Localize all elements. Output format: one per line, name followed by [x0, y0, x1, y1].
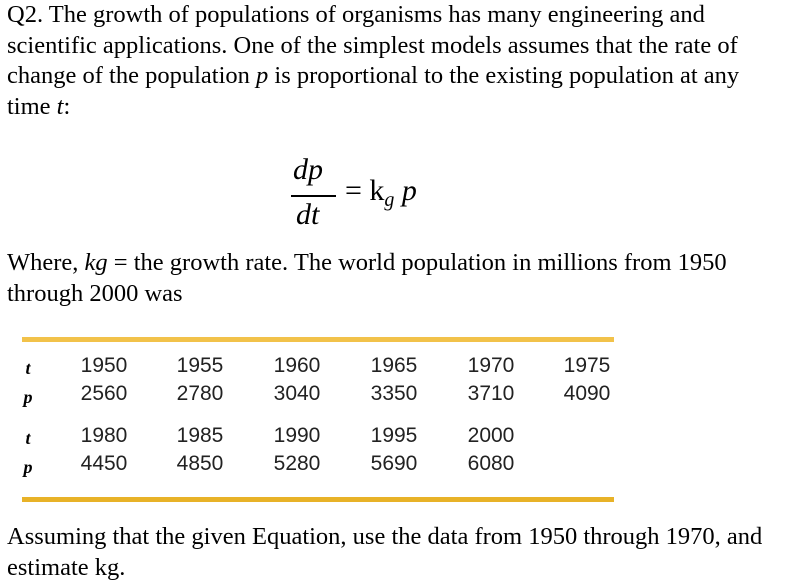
where-text-part-2: = the growth rate. The world population in millions from 1950 through 2000 was — [7, 249, 727, 307]
fraction-bar — [291, 195, 336, 197]
equation-numerator: dp — [293, 153, 323, 186]
population-variable: p — [256, 62, 269, 89]
table-cell-year: 2000 — [467, 424, 515, 447]
table-bottom-rule — [22, 497, 614, 502]
table-cell-year: 1950 — [80, 354, 128, 377]
table-cell-year: 1975 — [563, 354, 611, 377]
table-cell-year: 1965 — [370, 354, 418, 377]
table-cell-year: 1955 — [176, 354, 224, 377]
equation-denominator: dt — [296, 198, 320, 231]
table-cell-population: 6080 — [467, 452, 515, 475]
table-cell-year: 1980 — [80, 424, 128, 447]
row-label-t: t — [25, 428, 31, 448]
equation-right-side — [345, 174, 417, 212]
table-cell-population: 2560 — [80, 382, 128, 405]
row-label-t: t — [25, 358, 31, 378]
growth-equation — [0, 150, 786, 240]
question-intro-text — [7, 0, 782, 122]
intro-text-part-2: is proportional to the existing population at any time — [7, 62, 740, 120]
table-cell-population: 4450 — [80, 452, 128, 475]
table-cell-year: 1960 — [273, 354, 321, 377]
row-label-p: p — [23, 387, 33, 407]
table-cell-population: 4090 — [563, 382, 611, 405]
intro-text-part-1: Q2. The growth of populations of organisms has many engineering and scientific applications. One of the simplest models assumes that the rate of change of the population — [7, 1, 738, 89]
table-cell-year: 1985 — [176, 424, 224, 447]
table-cell-population: 5690 — [370, 452, 418, 475]
intro-text-part-3: : — [63, 92, 71, 120]
table-cell-population: 3040 — [273, 382, 321, 405]
table-cell-year: 1970 — [467, 354, 515, 377]
task-text: Assuming that the given Equation, use the data from 1950 through 1970, and estimate kg. — [7, 523, 763, 581]
table-cell-population: 3710 — [467, 382, 515, 405]
where-text-part-1: Where, — [7, 249, 85, 276]
time-variable: t — [56, 92, 64, 120]
table-cell-year: 1990 — [273, 424, 321, 447]
table-top-rule — [22, 337, 614, 342]
row-label-p: p — [23, 457, 33, 477]
table-cell-population: 4850 — [176, 452, 224, 475]
equation-rhs-variable: p — [401, 174, 417, 207]
table-cell-population: 2780 — [176, 382, 224, 405]
growth-rate-variable: kg — [84, 249, 108, 276]
equation-equals-k: = k — [345, 174, 385, 207]
equation-subscript: g — [384, 189, 395, 211]
table-cell-population: 3350 — [370, 382, 418, 405]
where-text — [7, 248, 777, 309]
table-cell-year: 1995 — [370, 424, 418, 447]
table-cell-population: 5280 — [273, 452, 321, 475]
